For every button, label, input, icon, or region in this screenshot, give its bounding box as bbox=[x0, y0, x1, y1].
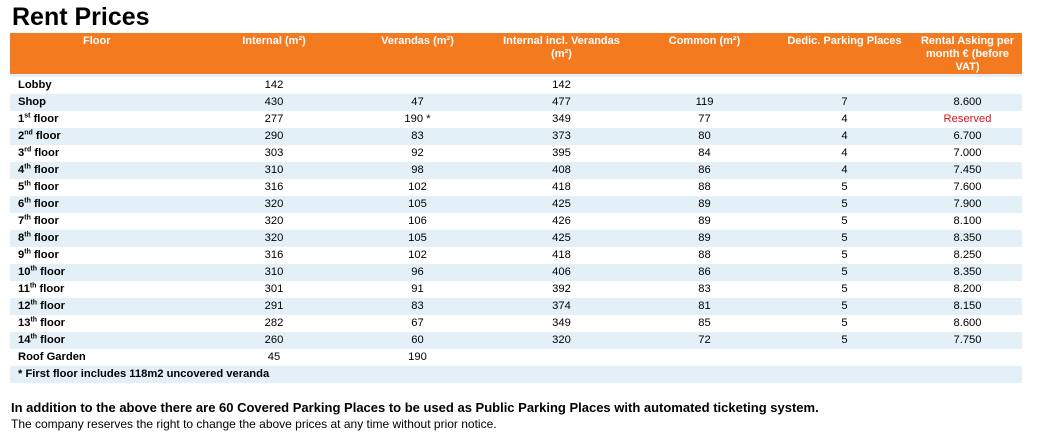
verandas-cell: 47 bbox=[345, 94, 490, 111]
floor-cell: Shop bbox=[10, 94, 203, 111]
internal-cell: 316 bbox=[203, 247, 345, 264]
internal-cell: 316 bbox=[203, 179, 345, 196]
internal-cell: 282 bbox=[203, 315, 345, 332]
verandas-cell: 190 bbox=[345, 349, 490, 366]
common-cell: 89 bbox=[633, 230, 776, 247]
internal-incl-cell: 349 bbox=[490, 315, 633, 332]
verandas-cell: 92 bbox=[345, 145, 490, 162]
floor-cell: 1st floor bbox=[10, 111, 203, 128]
floor-cell: 7th floor bbox=[10, 213, 203, 230]
parking-cell: 5 bbox=[776, 230, 913, 247]
table-row bbox=[10, 94, 1022, 111]
floor-cell: 10th floor bbox=[10, 264, 203, 281]
parking-cell: 5 bbox=[776, 315, 913, 332]
table-row bbox=[10, 179, 1022, 196]
floor-cell: 14th floor bbox=[10, 332, 203, 349]
rent-cell: 6.700 bbox=[913, 128, 1022, 145]
common-cell: 86 bbox=[633, 162, 776, 179]
header-floor: Floor bbox=[10, 33, 203, 74]
internal-cell: 310 bbox=[203, 162, 345, 179]
rent-cell: 7.000 bbox=[913, 145, 1022, 162]
table-row bbox=[10, 281, 1022, 298]
floor-cell: 8th floor bbox=[10, 230, 203, 247]
rent-cell: Reserved bbox=[913, 111, 1022, 128]
common-cell: 119 bbox=[633, 94, 776, 111]
verandas-cell: 105 bbox=[345, 230, 490, 247]
parking-cell: 5 bbox=[776, 281, 913, 298]
common-cell: 88 bbox=[633, 247, 776, 264]
footer-parking-note: In addition to the above there are 60 Covered Parking Places to be used as Public Parking Places with automated ticketing system. bbox=[11, 400, 819, 415]
note-row bbox=[10, 366, 1022, 383]
parking-cell: 4 bbox=[776, 145, 913, 162]
table-row bbox=[10, 145, 1022, 162]
verandas-cell: 83 bbox=[345, 128, 490, 145]
common-cell: 85 bbox=[633, 315, 776, 332]
footer-disclaimer: The company reserves the right to change the above prices at any time without prior notice. bbox=[11, 417, 497, 431]
parking-cell: 5 bbox=[776, 298, 913, 315]
internal-cell: 142 bbox=[203, 77, 345, 94]
table-row bbox=[10, 77, 1022, 94]
verandas-cell bbox=[345, 77, 490, 94]
floor-cell: 3rd floor bbox=[10, 145, 203, 162]
internal-incl-cell: 477 bbox=[490, 94, 633, 111]
parking-cell: 5 bbox=[776, 247, 913, 264]
floor-cell: 13th floor bbox=[10, 315, 203, 332]
common-cell: 72 bbox=[633, 332, 776, 349]
common-cell bbox=[633, 349, 776, 366]
page-title: Rent Prices bbox=[12, 3, 150, 31]
rent-cell: 7.450 bbox=[913, 162, 1022, 179]
internal-incl-cell: 142 bbox=[490, 77, 633, 94]
verandas-cell: 96 bbox=[345, 264, 490, 281]
table-row bbox=[10, 111, 1022, 128]
floor-cell: 12th floor bbox=[10, 298, 203, 315]
common-cell: 81 bbox=[633, 298, 776, 315]
floor-cell: 5th floor bbox=[10, 179, 203, 196]
internal-incl-cell: 425 bbox=[490, 230, 633, 247]
common-cell: 77 bbox=[633, 111, 776, 128]
internal-cell: 310 bbox=[203, 264, 345, 281]
internal-cell: 430 bbox=[203, 94, 345, 111]
parking-cell: 4 bbox=[776, 162, 913, 179]
header-rental: Rental Asking per month € (before VAT) bbox=[913, 33, 1022, 74]
table-row bbox=[10, 315, 1022, 332]
blank-row bbox=[10, 383, 1022, 401]
table-row bbox=[10, 349, 1022, 366]
floor-cell: 6th floor bbox=[10, 196, 203, 213]
internal-cell: 277 bbox=[203, 111, 345, 128]
floor-cell: 9th floor bbox=[10, 247, 203, 264]
verandas-cell: 105 bbox=[345, 196, 490, 213]
internal-incl-cell: 418 bbox=[490, 179, 633, 196]
verandas-cell: 67 bbox=[345, 315, 490, 332]
verandas-cell: 83 bbox=[345, 298, 490, 315]
table-row bbox=[10, 264, 1022, 281]
verandas-cell: 91 bbox=[345, 281, 490, 298]
rent-cell: 8.250 bbox=[913, 247, 1022, 264]
footnote: * First floor includes 118m2 uncovered veranda bbox=[10, 366, 1022, 383]
internal-incl-cell: 392 bbox=[490, 281, 633, 298]
rent-cell: 7.600 bbox=[913, 179, 1022, 196]
internal-incl-cell: 418 bbox=[490, 247, 633, 264]
verandas-cell: 102 bbox=[345, 247, 490, 264]
internal-incl-cell: 406 bbox=[490, 264, 633, 281]
internal-incl-cell: 395 bbox=[490, 145, 633, 162]
header-internal-incl: Internal incl. Verandas (m²) bbox=[490, 33, 633, 74]
common-cell: 88 bbox=[633, 179, 776, 196]
rent-cell: 8.200 bbox=[913, 281, 1022, 298]
parking-cell: 5 bbox=[776, 196, 913, 213]
table-row bbox=[10, 162, 1022, 179]
header-internal: Internal (m²) bbox=[203, 33, 345, 74]
internal-incl-cell: 320 bbox=[490, 332, 633, 349]
common-cell: 89 bbox=[633, 213, 776, 230]
internal-cell: 290 bbox=[203, 128, 345, 145]
table-row bbox=[10, 298, 1022, 315]
header-common: Common (m²) bbox=[633, 33, 776, 74]
internal-incl-cell bbox=[490, 349, 633, 366]
common-cell: 89 bbox=[633, 196, 776, 213]
floor-cell: 4th floor bbox=[10, 162, 203, 179]
internal-incl-cell: 349 bbox=[490, 111, 633, 128]
internal-cell: 320 bbox=[203, 213, 345, 230]
internal-cell: 303 bbox=[203, 145, 345, 162]
table-row bbox=[10, 128, 1022, 145]
internal-incl-cell: 426 bbox=[490, 213, 633, 230]
header-verandas: Verandas (m²) bbox=[345, 33, 490, 74]
common-cell: 86 bbox=[633, 264, 776, 281]
table-row bbox=[10, 213, 1022, 230]
table-row bbox=[10, 332, 1022, 349]
parking-cell: 5 bbox=[776, 264, 913, 281]
rent-cell: 8.350 bbox=[913, 264, 1022, 281]
rent-cell: 8.100 bbox=[913, 213, 1022, 230]
rent-cell: 8.600 bbox=[913, 315, 1022, 332]
parking-cell: 5 bbox=[776, 179, 913, 196]
common-cell: 84 bbox=[633, 145, 776, 162]
floor-cell: Lobby bbox=[10, 77, 203, 94]
verandas-cell: 102 bbox=[345, 179, 490, 196]
internal-incl-cell: 374 bbox=[490, 298, 633, 315]
rent-cell: 7.750 bbox=[913, 332, 1022, 349]
internal-cell: 45 bbox=[203, 349, 345, 366]
parking-cell: 5 bbox=[776, 332, 913, 349]
internal-cell: 320 bbox=[203, 230, 345, 247]
floor-cell: Roof Garden bbox=[10, 349, 203, 366]
internal-incl-cell: 373 bbox=[490, 128, 633, 145]
internal-cell: 301 bbox=[203, 281, 345, 298]
parking-cell: 4 bbox=[776, 128, 913, 145]
table-row bbox=[10, 247, 1022, 264]
parking-cell: 4 bbox=[776, 111, 913, 128]
rent-cell: 8.600 bbox=[913, 94, 1022, 111]
verandas-cell: 106 bbox=[345, 213, 490, 230]
common-cell bbox=[633, 77, 776, 94]
rent-cell bbox=[913, 77, 1022, 94]
parking-cell: 5 bbox=[776, 213, 913, 230]
internal-incl-cell: 408 bbox=[490, 162, 633, 179]
header-parking: Dedic. Parking Places bbox=[776, 33, 913, 74]
parking-cell bbox=[776, 349, 913, 366]
verandas-cell: 98 bbox=[345, 162, 490, 179]
rent-cell bbox=[913, 349, 1022, 366]
verandas-cell: 190 * bbox=[345, 111, 490, 128]
internal-cell: 260 bbox=[203, 332, 345, 349]
table-row bbox=[10, 196, 1022, 213]
internal-cell: 291 bbox=[203, 298, 345, 315]
parking-cell: 7 bbox=[776, 94, 913, 111]
internal-incl-cell: 425 bbox=[490, 196, 633, 213]
common-cell: 80 bbox=[633, 128, 776, 145]
internal-cell: 320 bbox=[203, 196, 345, 213]
common-cell: 83 bbox=[633, 281, 776, 298]
table-row bbox=[10, 230, 1022, 247]
header-row bbox=[10, 33, 1022, 74]
rent-cell: 8.350 bbox=[913, 230, 1022, 247]
floor-cell: 2nd floor bbox=[10, 128, 203, 145]
floor-cell: 11th floor bbox=[10, 281, 203, 298]
rent-prices-table bbox=[10, 33, 1022, 401]
rent-cell: 7.900 bbox=[913, 196, 1022, 213]
rent-cell: 8.150 bbox=[913, 298, 1022, 315]
parking-cell bbox=[776, 77, 913, 94]
verandas-cell: 60 bbox=[345, 332, 490, 349]
